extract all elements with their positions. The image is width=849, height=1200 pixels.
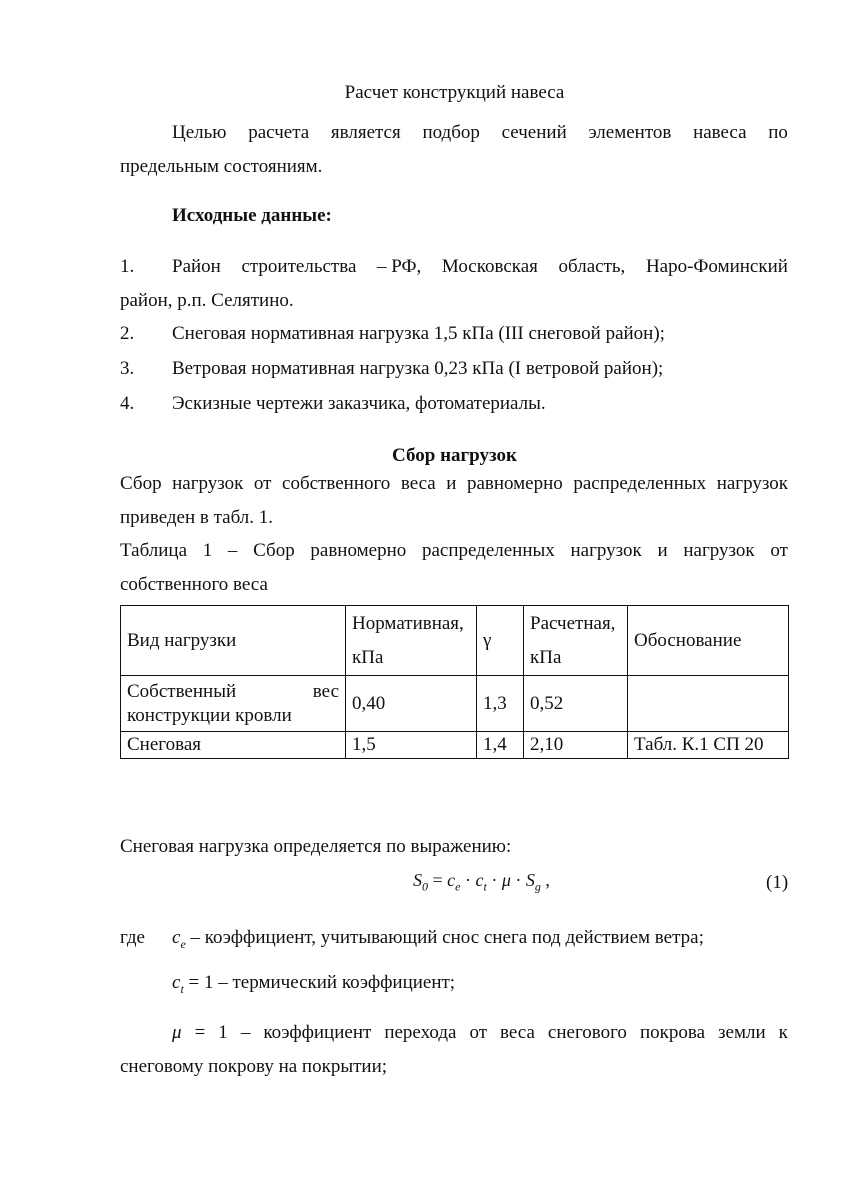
table-caption-line-2: собственного веса	[120, 574, 268, 595]
symbol-subscript: e	[180, 936, 186, 951]
para-word: от	[253, 473, 272, 494]
item-text: Ветровая нормативная нагрузка 0,23 кПа (I ветровой район);	[172, 358, 664, 379]
formula-symbol: c	[447, 870, 456, 890]
header-design	[524, 606, 628, 676]
loads-table	[120, 605, 789, 759]
formula	[413, 870, 550, 895]
mu-word: от	[469, 1022, 488, 1043]
caption-word: от	[770, 540, 788, 561]
formula-subscript: g	[534, 879, 541, 894]
header-load-type: Вид нагрузки	[121, 606, 346, 676]
cell-normative: 0,40	[346, 676, 477, 732]
mu-word: веса	[500, 1022, 535, 1043]
para-word: нагрузок	[716, 473, 788, 494]
mu-word: коэффициент	[263, 1022, 372, 1043]
intro-word: сечений	[501, 122, 567, 143]
header-normative-label: Нормативная,	[352, 612, 464, 634]
symbol-c: c	[172, 972, 181, 993]
caption-word: и	[657, 540, 668, 561]
where-ct	[172, 972, 455, 997]
para-word: распределенных	[573, 473, 707, 494]
symbol-mu: μ	[172, 1022, 182, 1043]
cell-gamma: 1,3	[477, 676, 524, 732]
item-number: 1.	[120, 256, 135, 277]
loads-para-line-2: приведен в табл. 1.	[120, 507, 274, 528]
cell-design: 0,52	[524, 676, 628, 732]
intro-line-2: предельным состояниям.	[120, 156, 323, 177]
header-basis: Обоснование	[628, 606, 789, 676]
mu-word: =	[194, 1022, 206, 1043]
cell-load-name-line-1	[127, 680, 339, 704]
header-normative-unit: кПа	[352, 646, 384, 668]
para-word: равномерно	[466, 473, 563, 494]
para-word: собственного	[282, 473, 391, 494]
table-row	[121, 676, 789, 732]
where-mu-line-2: снеговому покрову на покрытии;	[120, 1056, 388, 1077]
cell-basis: Табл. К.1 СП 20	[628, 732, 789, 759]
table-row	[121, 732, 789, 759]
caption-word: нагрузок	[570, 540, 642, 561]
formula-operator: =	[428, 870, 448, 890]
item-word: область,	[558, 256, 626, 277]
formula-operator: ·	[460, 870, 476, 890]
intro-word: расчета	[248, 122, 310, 143]
table-header-row	[121, 606, 789, 676]
where-mu-line-1	[172, 1022, 788, 1044]
initial-data-heading: Исходные данные:	[172, 205, 332, 226]
item-number: 4.	[120, 393, 135, 414]
cell-gamma: 1,4	[477, 732, 524, 759]
item-word: – РФ,	[377, 256, 422, 277]
formula-symbol: S	[413, 870, 422, 890]
where-ce	[172, 927, 704, 952]
header-gamma: γ	[477, 606, 524, 676]
intro-word: навеса	[693, 122, 747, 143]
formula-subscript: 0	[422, 879, 428, 894]
item-text: Снеговая нормативная нагрузка 1,5 кПа (III снеговой район);	[172, 323, 665, 344]
caption-word: нагрузок	[683, 540, 755, 561]
item-word: строительства	[241, 256, 357, 277]
cell-text: Собственный	[127, 680, 237, 702]
intro-word: Целью	[172, 122, 227, 143]
item-number: 3.	[120, 358, 135, 379]
loads-para-line-1	[120, 473, 788, 495]
mu-word: земли	[718, 1022, 766, 1043]
intro-word: элементов	[588, 122, 672, 143]
loads-heading: Сбор нагрузок	[392, 445, 517, 466]
cell-normative: 1,5	[346, 732, 477, 759]
mu-word: –	[240, 1022, 251, 1043]
document-title: Расчет конструкций навеса	[344, 82, 565, 103]
mu-word: 1	[218, 1022, 228, 1043]
cell-load-name: Снеговая	[121, 732, 346, 759]
caption-word: распределенных	[421, 540, 555, 561]
cell-basis	[628, 676, 789, 732]
formula-symbol: c	[475, 870, 484, 890]
formula-operator: ,	[540, 870, 550, 890]
formula-operator: ·	[486, 870, 502, 890]
symbol-subscript: t	[180, 981, 184, 996]
cell-text: вес	[312, 680, 339, 702]
formula-subscript: e	[455, 879, 461, 894]
caption-word: Таблица	[120, 540, 188, 561]
para-word: нагрузок	[172, 473, 244, 494]
header-design-label: Расчетная,	[530, 612, 616, 634]
formula-symbol: μ	[501, 870, 511, 890]
item-word: Район	[172, 256, 221, 277]
mu-word: перехода	[384, 1022, 457, 1043]
where-ce-text: – коэффициент, учитывающий снос снега под действием ветра;	[185, 927, 704, 948]
formula-subscript: t	[483, 879, 487, 894]
item-number: 2.	[120, 323, 135, 344]
header-normative	[346, 606, 477, 676]
intro-word: является	[330, 122, 401, 143]
where-label: где	[120, 927, 145, 948]
para-word: и	[446, 473, 457, 494]
mu-word: покрова	[639, 1022, 706, 1043]
item-1-line-2: район, р.п. Селятино.	[120, 290, 294, 311]
item-1-line-1	[172, 256, 788, 278]
mu-word: к	[778, 1022, 788, 1043]
intro-line-1	[172, 122, 788, 144]
caption-word: –	[227, 540, 238, 561]
item-word: Московская	[441, 256, 538, 277]
caption-word: Сбор	[253, 540, 295, 561]
intro-word: по	[768, 122, 788, 143]
formula-symbol: S	[525, 870, 535, 890]
para-word: Сбор	[120, 473, 162, 494]
header-design-unit: кПа	[530, 646, 562, 668]
cell-load-name	[121, 676, 346, 732]
formula-operator: ·	[510, 870, 526, 890]
mu-word: снегового	[547, 1022, 627, 1043]
caption-word: 1	[202, 540, 213, 561]
caption-word: равномерно	[310, 540, 407, 561]
item-text: Эскизные чертежи заказчика, фотоматериалы.	[172, 393, 546, 414]
intro-word: подбор	[422, 122, 480, 143]
symbol-c: c	[172, 927, 181, 948]
item-word: Наро-Фоминский	[645, 256, 788, 277]
equation-number: (1)	[766, 872, 789, 893]
cell-load-name-line-2: конструкции кровли	[127, 704, 292, 726]
snow-intro: Снеговая нагрузка определяется по выражению:	[120, 836, 512, 857]
cell-design: 2,10	[524, 732, 628, 759]
para-word: веса	[400, 473, 436, 494]
table-caption-line-1	[120, 540, 788, 562]
where-ct-text: = 1 – термический коэффициент;	[183, 972, 456, 993]
